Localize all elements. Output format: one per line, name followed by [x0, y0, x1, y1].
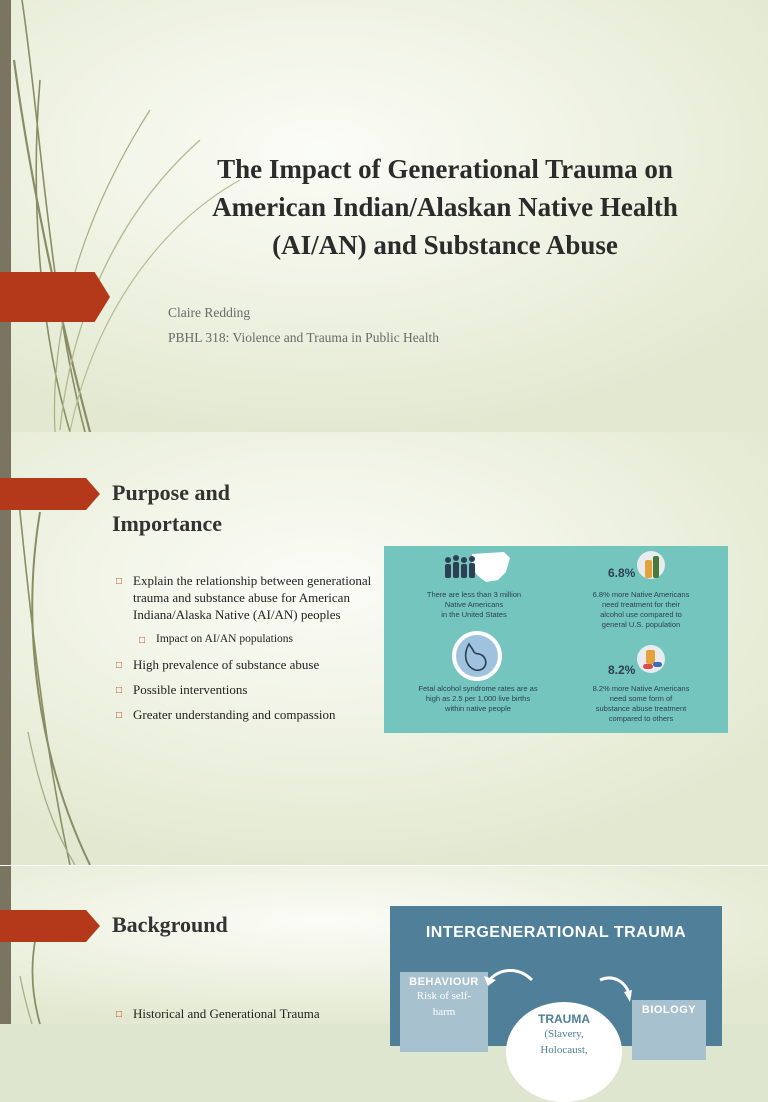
trauma-line: Holocaust, [540, 1044, 588, 1056]
list-item [116, 681, 374, 698]
purpose-slide [0, 432, 768, 865]
stat-fetal-alcohol [398, 684, 558, 714]
stat-line: 8.2% more Native Americans [592, 684, 690, 693]
stat-line: 6.8% more Native Americans [592, 590, 690, 599]
graphic-title: INTERGENERATIONAL TRAUMA [425, 924, 687, 941]
behaviour-line: harm [432, 1006, 456, 1018]
behaviour-label: BEHAVIOUR [409, 976, 479, 988]
bullet-text: Impact on AI/AN populations [156, 633, 294, 645]
bullet-text: Explain the relationship between generational trauma and substance abuse for American Indiana/Alaska Native (AI/AN) peoples [133, 573, 372, 622]
population-map-icon [442, 550, 512, 586]
stat-substance [566, 684, 716, 724]
course-name: PBHL 318: Violence and Trauma in Public Health [168, 330, 440, 345]
heading-line: Importance [112, 511, 222, 536]
stat-line: substance abuse treatment [595, 704, 687, 713]
stat-line: alcohol use compared to [600, 610, 682, 619]
stat-alcohol [566, 590, 716, 630]
behaviour-text [400, 988, 488, 1020]
stat-line: general U.S. population [601, 620, 681, 629]
list-item [116, 706, 374, 723]
section-accent-tag [0, 478, 100, 510]
background-slide [0, 866, 768, 1056]
title-line: American Indian/Alaskan Native Health [212, 192, 678, 222]
trauma-circle [506, 1002, 622, 1102]
stat-line: in the United States [441, 610, 507, 619]
list-item [139, 631, 374, 648]
bullet-text: Greater understanding and compassion [133, 707, 336, 722]
stat-line: There are less than 3 million [426, 590, 522, 599]
bullet-marker-icon: □ [116, 1009, 123, 1020]
title-line: (AI/AN) and Substance Abuse [272, 230, 618, 260]
section-accent-tag [0, 910, 100, 942]
stat-population [404, 590, 544, 620]
bullet-text: Historical and Generational Trauma [133, 1006, 320, 1021]
stat-line: Fetal alcohol syndrome rates are as [418, 684, 538, 693]
pills-icon [637, 642, 667, 676]
stat-line: within native people [445, 704, 511, 713]
slide-heading: Background [112, 912, 228, 937]
stat-line: need treatment for their [602, 600, 680, 609]
bullet-marker-icon: □ [139, 635, 146, 646]
author-name: Claire Redding [168, 305, 251, 320]
trauma-line: (Slavery, [544, 1028, 584, 1040]
stat-line: need some form of [609, 694, 673, 703]
statistics-infographic [384, 546, 728, 733]
slide-heading [112, 477, 372, 539]
bullet-marker-icon: □ [116, 576, 123, 587]
intergenerational-trauma-graphic [390, 906, 722, 1056]
behaviour-line: Risk of self- [416, 990, 472, 1002]
biology-box [632, 1000, 706, 1060]
bullet-marker-icon: □ [116, 685, 123, 696]
title-line: The Impact of Generational Trauma on [217, 154, 673, 184]
bullet-marker-icon: □ [116, 710, 123, 721]
title-accent-tag [0, 272, 110, 322]
bullet-marker-icon: □ [116, 660, 123, 671]
bullet-list [116, 572, 374, 731]
presentation-title [160, 150, 730, 264]
bottle-icon [637, 548, 667, 582]
stat-substance-percent: 8.2% [608, 663, 636, 677]
pregnancy-icon [451, 630, 503, 682]
bullet-list [116, 1005, 374, 1030]
title-slide [0, 0, 768, 432]
bullet-text: High prevalence of substance abuse [133, 657, 320, 672]
stat-alcohol-percent: 6.8% [608, 566, 636, 580]
stat-line: Native Americans [444, 600, 504, 609]
list-item [116, 656, 374, 673]
behaviour-box [400, 972, 488, 1052]
list-item [116, 572, 374, 623]
bullet-text: Possible interventions [133, 682, 248, 697]
trauma-text [506, 1026, 622, 1058]
stat-line: compared to others [608, 714, 674, 723]
grass-stems-decoration [0, 866, 80, 1024]
biology-label: BIOLOGY [641, 1004, 697, 1016]
trauma-label: TRAUMA [538, 1012, 590, 1026]
list-item [116, 1005, 374, 1022]
cycle-arrows-icon [482, 956, 632, 1016]
heading-line: Purpose and [112, 480, 230, 505]
stat-line: high as 2.5 per 1,000 live births [425, 694, 531, 703]
